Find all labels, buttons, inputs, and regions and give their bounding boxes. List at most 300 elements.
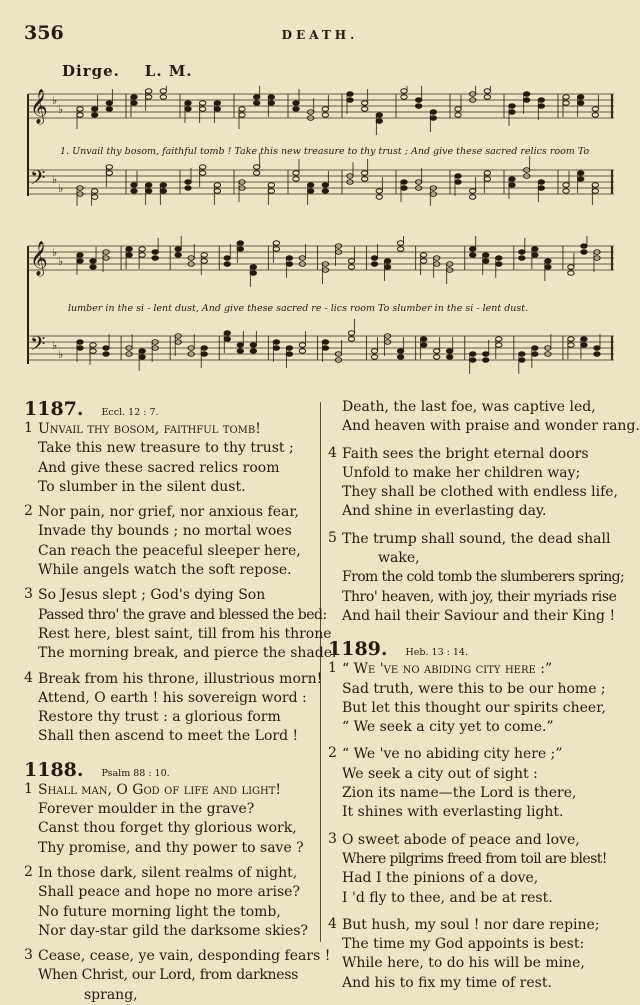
note-head — [592, 183, 598, 188]
flat-icon: ♭ — [58, 103, 64, 116]
note-head — [348, 331, 354, 336]
verse-line: Faith sees the bright eternal doors — [342, 445, 589, 462]
note-head — [268, 183, 274, 188]
hymn-reference: Heb. 13 : 14. — [405, 647, 468, 659]
note-head — [199, 171, 205, 176]
note-head — [484, 95, 490, 100]
note-head — [509, 104, 515, 109]
note-head — [568, 337, 574, 342]
note-head — [90, 265, 96, 270]
verse-line: Shall peace and hope no more arise? — [38, 884, 300, 901]
stanza: 4 But hush, my soul ! nor dare repine; The time my God appoints is best: While here, to do his will be mine, And his to fix my time of rest. — [328, 916, 624, 993]
stanza: 5 The trump shall sound, the dead shall wake, From the cold tomb the slumberers spring; Thro' heaven, with joy, their myriads rise And hail their Saviour and their King ! — [328, 530, 624, 626]
note-head — [214, 183, 220, 188]
verse-line: Restore thy trust : a glorious form — [38, 709, 281, 726]
verse-line: Take this new treasure to thy trust ; — [38, 440, 294, 457]
note-head — [484, 171, 490, 176]
note-head — [397, 247, 403, 252]
note-head — [293, 101, 299, 106]
tune-title — [62, 62, 193, 80]
note-head — [293, 171, 299, 176]
note-head — [532, 247, 538, 252]
note-head — [237, 343, 243, 348]
note-head — [496, 343, 502, 348]
verse-line: To slumber in the silent dust. — [38, 478, 246, 495]
note-head — [455, 180, 461, 185]
note-head — [594, 352, 600, 357]
stanza: 1 Shall man, O God of life and light! Forever moulder in the grave? Canst thou forget thy glorious work, Thy promise, and thy power to save ? — [24, 781, 316, 858]
note-head — [145, 189, 151, 194]
note-head — [224, 331, 230, 336]
note-head — [420, 343, 426, 348]
note-head — [253, 101, 259, 106]
note-head — [201, 253, 207, 258]
note-head — [420, 253, 426, 258]
note-head — [371, 256, 377, 261]
note-head — [106, 101, 112, 106]
stanza: 3 Cease, cease, ye vain, desponding fears ! When Christ, our Lord, from darkness sprang, — [24, 947, 316, 1005]
note-head — [483, 259, 489, 264]
tune-meter: L. M. — [144, 62, 193, 80]
note-head — [523, 92, 529, 97]
note-head — [139, 355, 145, 360]
note-head — [322, 189, 328, 194]
flat-icon: ♭ — [52, 94, 58, 107]
note-head — [397, 241, 403, 246]
note-head — [376, 195, 382, 200]
right-column — [328, 398, 640, 993]
note-head — [581, 244, 587, 249]
note-head — [77, 340, 83, 345]
staff — [28, 86, 614, 135]
note-head — [237, 247, 243, 252]
flat-icon: ♭ — [52, 339, 58, 352]
stanza: 4 Break from his throne, illustrious morn! Attend, O earth ! his sovereign word : Restore thy trust : a glorious form Shall then ascend to meet the Lord ! — [24, 670, 316, 747]
verse-line: Zion its name—the Lord is there, — [342, 785, 577, 802]
note-head — [152, 250, 158, 255]
note-head — [348, 259, 354, 264]
note-head — [455, 113, 461, 118]
note-head — [519, 352, 525, 357]
note-head — [577, 171, 583, 176]
verse-line: And shine in everlasting day. — [342, 503, 547, 520]
hymn-1188 — [24, 758, 331, 1005]
verse-line: From the cold tomb the slumberers spring; — [342, 569, 625, 586]
verse-line: While here, to do his will be mine, — [342, 955, 585, 972]
hymn-1187 — [24, 398, 337, 747]
note-head — [286, 262, 292, 267]
treble-clef-icon: 𝄞 — [30, 89, 48, 124]
note-head — [224, 256, 230, 261]
note-head — [273, 247, 279, 252]
note-head — [131, 101, 137, 106]
note-head — [415, 98, 421, 103]
note-head — [592, 107, 598, 112]
note-head — [415, 104, 421, 109]
note-head — [131, 95, 137, 100]
verse-line: And his to fix my time of rest. — [342, 974, 552, 991]
note-head — [348, 265, 354, 270]
tune-name: Dirge. — [62, 62, 120, 80]
note-head — [250, 349, 256, 354]
note-head — [214, 107, 220, 112]
verse-line: And heaven with praise and wonder rang. — [342, 418, 640, 435]
treble-clef-icon: 𝄞 — [30, 241, 48, 276]
verse-line: No future morning light the tomb, — [38, 903, 281, 920]
note-head — [175, 253, 181, 258]
note-head — [185, 101, 191, 106]
note-head — [322, 340, 328, 345]
verse-line: Rest here, blest saint, till from his throne — [38, 625, 332, 642]
note-head — [563, 183, 569, 188]
note-head — [185, 180, 191, 185]
note-head — [519, 256, 525, 261]
note-head — [293, 177, 299, 182]
note-head — [152, 256, 158, 261]
note-head — [509, 183, 515, 188]
note-head — [91, 107, 97, 112]
verse-line: “ We 've no abiding city here :” — [342, 661, 553, 678]
note-head — [322, 113, 328, 118]
note-head — [361, 107, 367, 112]
note-head — [430, 116, 436, 121]
note-head — [160, 183, 166, 188]
note-head — [509, 110, 515, 115]
lyric-line-2: lumber in the si - lent dust, And give these sacred re - lics room To slumber in the si - lent dust. — [68, 303, 529, 314]
note-head — [299, 349, 305, 354]
note-head — [371, 262, 377, 267]
verse-line: When Christ, our Lord, from darkness — [38, 967, 299, 984]
hymn-number: 1189. — [328, 638, 388, 661]
note-head — [401, 89, 407, 94]
verse-line: Death, the last foe, was captive led, — [342, 399, 596, 415]
note-head — [77, 107, 83, 112]
note-head — [401, 180, 407, 185]
stanza: 1 “ We 've no abiding city here :” Sad truth, were this to be our home ; But let this thought our spirits cheer, “ We seek a city yet to come.” — [328, 660, 624, 737]
note-head — [322, 346, 328, 351]
note-head — [347, 92, 353, 97]
note-head — [126, 253, 132, 258]
note-head — [563, 95, 569, 100]
note-head — [376, 119, 382, 124]
note-head — [361, 101, 367, 106]
verse-line: Sad truth, were this to be our home ; — [342, 680, 606, 697]
note-head — [568, 271, 574, 276]
note-head — [563, 189, 569, 194]
note-head — [253, 95, 259, 100]
note-head — [253, 171, 259, 176]
stanza: 2 “ We 've no abiding city here ;” We seek a city out of sight : Zion its name—the Lord is there, It shines with everlasting light. — [328, 745, 624, 822]
hymn-number: 1187. — [24, 398, 84, 420]
note-head — [371, 355, 377, 360]
verse-line: But let this thought our spirits cheer, — [342, 699, 606, 716]
note-head — [253, 165, 259, 170]
hymn-number: 1188. — [24, 758, 84, 781]
verse-line: They shall be clothed with endless life, — [342, 484, 619, 501]
verse-line: It shines with everlasting light. — [342, 804, 564, 821]
note-head — [185, 107, 191, 112]
flat-icon: ♭ — [52, 246, 58, 259]
note-head — [201, 259, 207, 264]
verse-line: While angels watch the soft repose. — [38, 562, 292, 579]
note-head — [433, 349, 439, 354]
note-head — [77, 253, 83, 258]
note-head — [103, 352, 109, 357]
note-head — [250, 271, 256, 276]
note-head — [430, 110, 436, 115]
verse-line: But hush, my soul ! nor dare repine; — [342, 916, 600, 933]
verse-line: sprang, — [84, 986, 138, 1003]
note-head — [90, 349, 96, 354]
note-head — [347, 98, 353, 103]
note-head — [509, 177, 515, 182]
verse-line: Forever moulder in the grave? — [38, 801, 255, 818]
verse-line: Canst thou forget thy glorious work, — [38, 820, 297, 837]
note-head — [237, 349, 243, 354]
note-head — [538, 186, 544, 191]
note-head — [376, 189, 382, 194]
note-head — [483, 358, 489, 363]
note-head — [470, 253, 476, 258]
note-head — [77, 113, 83, 118]
stanza: 2 Nor pain, nor grief, nor anxious fear, Invade thy bounds ; no mortal woes Can reach the peaceful sleeper here, While angels watch the soft repose. — [24, 503, 316, 580]
note-head — [160, 89, 166, 94]
note-head — [131, 189, 137, 194]
note-head — [250, 343, 256, 348]
note-head — [103, 346, 109, 351]
stanza: 2 In those dark, silent realms of night, Shall peace and hope no more arise? No future morning light the tomb, Nor day-star gild the darksome skies? — [24, 864, 316, 941]
note-head — [455, 107, 461, 112]
note-head — [268, 101, 274, 106]
verse-line: Shall then ascend to meet the Lord ! — [38, 728, 299, 745]
verse-line: Passed thro' the grave and blessed the bed: — [38, 606, 327, 623]
verse-line: Attend, O earth ! his sovereign word : — [38, 689, 307, 706]
note-head — [286, 352, 292, 357]
note-head — [496, 256, 502, 261]
note-head — [484, 89, 490, 94]
verse-line: Nor day-star gild the darksome skies? — [38, 922, 309, 939]
stanza: 4 Faith sees the bright eternal doors Unfold to make her children way; They shall be clothed with endless life, And shine in everlasting day. — [328, 445, 624, 522]
note-head — [469, 195, 475, 200]
note-head — [594, 346, 600, 351]
note-head — [538, 104, 544, 109]
note-head — [160, 189, 166, 194]
note-head — [139, 247, 145, 252]
note-head — [199, 165, 205, 170]
note-head — [401, 186, 407, 191]
staff — [28, 153, 614, 206]
note-head — [145, 89, 151, 94]
hymn-1188-continued — [328, 398, 640, 626]
note-head — [91, 195, 97, 200]
note-head — [348, 337, 354, 342]
verse-line: O sweet abode of peace and love, — [342, 831, 580, 848]
verse-line: And hail their Saviour and their King ! — [342, 607, 616, 624]
note-head — [201, 352, 207, 357]
note-head — [307, 183, 313, 188]
note-head — [273, 241, 279, 246]
note-head — [581, 343, 587, 348]
note-head — [91, 189, 97, 194]
verse-line: Unvail thy bosom, faithful tomb! — [38, 421, 261, 437]
note-head — [175, 247, 181, 252]
note-head — [361, 177, 367, 182]
note-head — [397, 349, 403, 354]
left-column — [24, 398, 337, 1005]
note-head — [446, 349, 452, 354]
note-head — [545, 265, 551, 270]
note-head — [577, 101, 583, 106]
note-head — [199, 101, 205, 106]
note-head — [90, 259, 96, 264]
verse-line: So Jesus slept ; God's dying Son — [38, 587, 266, 604]
note-head — [592, 189, 598, 194]
note-head — [496, 262, 502, 267]
note-head — [446, 355, 452, 360]
note-head — [401, 95, 407, 100]
note-head — [523, 98, 529, 103]
note-head — [519, 250, 525, 255]
verse-line: Break from his throne, illustrious morn! — [38, 670, 323, 687]
note-head — [145, 95, 151, 100]
note-head — [322, 183, 328, 188]
note-head — [214, 189, 220, 194]
stanza: 1 Unvail thy bosom, faithful tomb! Take this new treasure to thy trust ; And give these sacred relics room To slumber in the silent dust. — [24, 420, 316, 497]
verse-line: Can reach the peaceful sleeper here, — [38, 542, 301, 559]
hymn-1189 — [328, 638, 624, 993]
lyric-line-1: 1. Unvail thy bosom, faithful tomb ! Take this new treasure to thy trust ; And give these sacred relics room To — [60, 146, 590, 157]
note-head — [433, 355, 439, 360]
note-head — [545, 259, 551, 264]
note-head — [273, 346, 279, 351]
note-head — [106, 107, 112, 112]
note-head — [286, 256, 292, 261]
note-head — [483, 352, 489, 357]
hymn-reference: Eccl. 12 : 7. — [101, 407, 159, 418]
verse-line: The time my God appoints is best: — [342, 936, 585, 953]
note-head — [376, 113, 382, 118]
note-head — [519, 358, 525, 363]
note-head — [532, 253, 538, 258]
verse-line: Invade thy bounds ; no mortal woes — [38, 523, 292, 540]
note-head — [139, 349, 145, 354]
flat-icon: ♭ — [58, 255, 64, 268]
flat-icon: ♭ — [52, 173, 58, 186]
note-head — [384, 259, 390, 264]
verse-line: Had I the pinions of a dove, — [342, 870, 539, 887]
note-head — [224, 337, 230, 342]
note-head — [185, 186, 191, 191]
note-head — [532, 346, 538, 351]
note-head — [592, 113, 598, 118]
flat-icon: ♭ — [58, 348, 64, 361]
note-head — [397, 355, 403, 360]
note-head — [568, 265, 574, 270]
note-head — [577, 177, 583, 182]
note-head — [268, 95, 274, 100]
note-head — [384, 265, 390, 270]
note-head — [563, 101, 569, 106]
note-head — [371, 349, 377, 354]
verse-line: I 'd fly to thee, and be at rest. — [342, 889, 553, 906]
note-head — [470, 358, 476, 363]
note-head — [239, 113, 245, 118]
note-head — [214, 101, 220, 106]
verse-line: Where pilgrims freed from toil are blest! — [342, 850, 607, 867]
note-head — [201, 346, 207, 351]
note-head — [361, 171, 367, 176]
note-head — [322, 107, 328, 112]
note-head — [199, 107, 205, 112]
verse-line: Nor pain, nor grief, nor anxious fear, — [38, 504, 299, 521]
note-head — [145, 183, 151, 188]
hymn-reference: Psalm 88 : 10. — [101, 767, 170, 779]
note-head — [538, 180, 544, 185]
note-head — [106, 165, 112, 170]
note-head — [538, 98, 544, 103]
note-head — [307, 189, 313, 194]
bass-clef-icon: 𝄢 — [30, 332, 46, 360]
note-head — [470, 352, 476, 357]
note-head — [455, 174, 461, 179]
note-head — [126, 247, 132, 252]
verse-line: We seek a city out of sight : — [342, 765, 538, 782]
verse-line: Thy promise, and thy power to save ? — [38, 839, 304, 856]
staff — [28, 319, 614, 374]
verse-line: Cease, cease, ye vain, desponding fears ! — [38, 948, 331, 965]
note-head — [581, 250, 587, 255]
stanza: 3 O sweet abode of peace and love, Where pilgrims freed from toil are blest! Had I the pinions of a dove, I 'd fly to thee, and be at rest. — [328, 831, 624, 908]
note-head — [77, 259, 83, 264]
note-head — [483, 253, 489, 258]
note-head — [299, 343, 305, 348]
note-head — [420, 259, 426, 264]
verse-line: wake, — [378, 550, 420, 567]
note-head — [568, 343, 574, 348]
note-head — [268, 189, 274, 194]
verse-line: In those dark, silent realms of night, — [38, 864, 298, 881]
note-head — [160, 95, 166, 100]
note-head — [77, 346, 83, 351]
note-head — [90, 343, 96, 348]
verse-line: And give these sacred relics room — [38, 459, 280, 476]
verse-line: “ We seek a city yet to come.” — [342, 719, 554, 736]
note-head — [286, 346, 292, 351]
note-head — [577, 95, 583, 100]
note-head — [131, 183, 137, 188]
verse-line: The trump shall sound, the dead shall — [342, 530, 611, 547]
note-head — [273, 340, 279, 345]
note-head — [470, 247, 476, 252]
note-head — [224, 262, 230, 267]
note-head — [420, 337, 426, 342]
verse-line: Thro' heaven, with joy, their myriads rise — [342, 588, 617, 605]
note-head — [581, 337, 587, 342]
note-head — [496, 337, 502, 342]
note-head — [484, 177, 490, 182]
note-head — [139, 253, 145, 258]
page-number: 356 — [24, 22, 64, 44]
note-head — [106, 171, 112, 176]
bass-clef-icon: 𝄢 — [30, 166, 46, 194]
verse-line: Shall man, O God of life and light! — [38, 781, 282, 798]
verse-line: The morning break, and pierce the shade. — [38, 645, 337, 662]
running-head: DEATH. — [281, 28, 359, 42]
stanza: 3 So Jesus slept ; God's dying Son Passed thro' the grave and blessed the bed: Rest here, blest saint, till from his throne The morning break, and pierce the shade. — [24, 586, 316, 663]
verse-line: “ We 've no abiding city here ;” — [342, 746, 563, 763]
staff — [28, 236, 614, 287]
note-head — [293, 107, 299, 112]
